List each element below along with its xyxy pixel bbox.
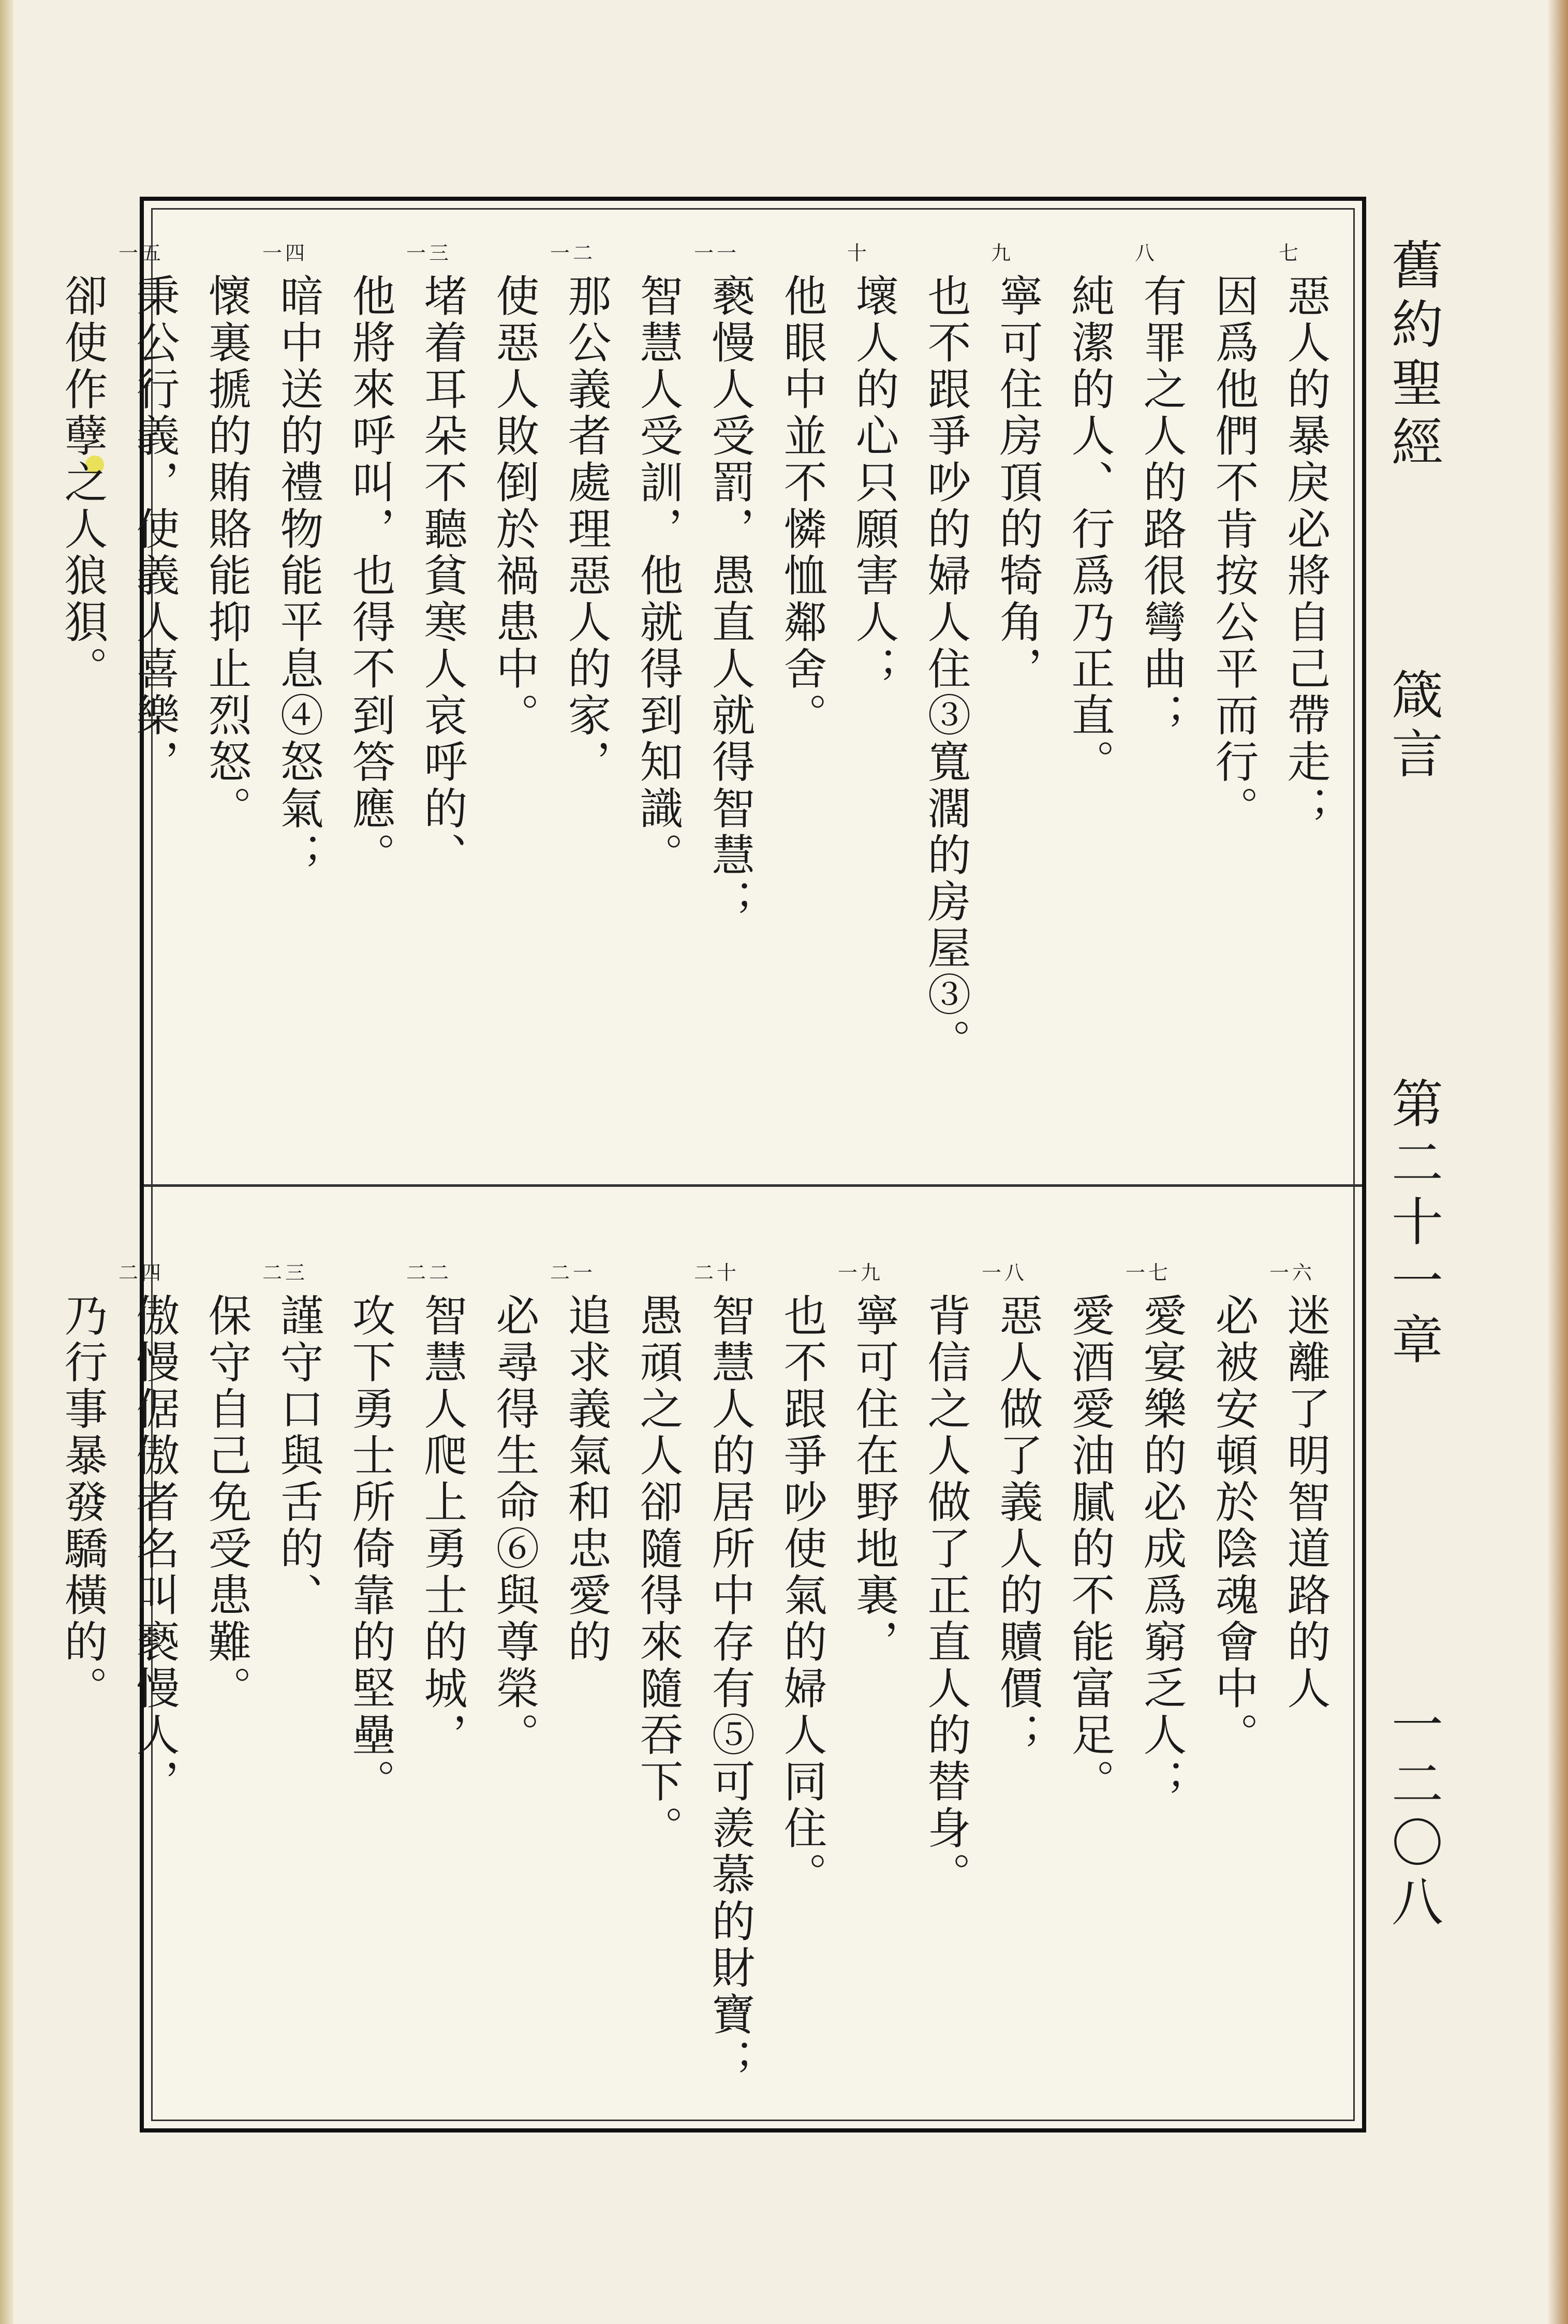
- verse-line: [766, 273, 838, 1174]
- verse-line: [1126, 1261, 1197, 2111]
- verse-number: 二三: [262, 1261, 308, 1284]
- verse-text: 惡人做了義人的贖價；: [993, 1293, 1043, 1759]
- verse-line: [694, 1261, 766, 2111]
- verse-text: 謹守口與舌的、: [273, 1293, 324, 1619]
- verse-line: [550, 1261, 622, 2111]
- page-number: 一二〇八: [1383, 1698, 1443, 1934]
- verse-text: 智慧人的居所中存有⑤可羨慕的財寶；: [705, 1293, 756, 2085]
- verse-number: 二十: [694, 1261, 740, 1284]
- verse-line: [982, 242, 1054, 1174]
- verse-number: 一八: [982, 1261, 1028, 1284]
- page-left-edge: [0, 0, 13, 2324]
- verse-line: [1269, 242, 1341, 1174]
- verse-line: [334, 1293, 406, 2111]
- verse-text: 必被安頓於陰魂會中。: [1208, 1293, 1259, 1759]
- verse-text: 愛宴樂的必成爲窮乏人；: [1136, 1293, 1187, 1805]
- verse-line: [1269, 1261, 1341, 2111]
- verse-text: 純潔的人、行爲乃正直。: [1064, 273, 1115, 786]
- bottom-section: [57, 1261, 1341, 2111]
- verse-text: 傲慢倨傲者名叫褻慢人，: [129, 1293, 180, 1805]
- verse-number: 一三: [406, 242, 452, 264]
- section-divider: [144, 1184, 1362, 1187]
- verse-text: 壞人的心只願害人；: [849, 273, 899, 693]
- verse-text: 有罪之人的路很彎曲；: [1136, 273, 1187, 739]
- page-right-edge: [1547, 0, 1568, 2324]
- verse-line: [119, 242, 190, 1174]
- verse-line: [694, 242, 766, 1174]
- verse-text: 褻慢人受罰，愚直人就得智慧；: [705, 273, 756, 925]
- verse-line: [47, 1293, 119, 2111]
- verse-number: 一九: [838, 1261, 884, 1284]
- verse-line: [334, 273, 406, 1174]
- verse-text: 攻下勇士所倚靠的堅壘。: [345, 1293, 396, 1805]
- verse-text: 必尋得生命⑥與尊榮。: [489, 1293, 540, 1759]
- verse-number: 二二: [406, 1261, 452, 1284]
- verse-line: [190, 273, 262, 1174]
- verse-line: [47, 273, 119, 1174]
- verse-line: [766, 1293, 838, 2111]
- verse-text: 保守自己免受患難。: [201, 1293, 252, 1712]
- verse-text: 寧可住房頂的犄角，: [993, 273, 1043, 693]
- verse-number: 十: [847, 242, 870, 264]
- verse-line: [190, 1293, 262, 2111]
- verse-text: 寧可住在野地裏，: [849, 1293, 899, 1666]
- verse-text: 背信之人做了正直人的替身。: [921, 1293, 971, 1899]
- verse-number: 一一: [694, 242, 740, 264]
- verse-text: 他眼中並不憐恤鄰舍。: [777, 273, 827, 739]
- verse-number: 九: [990, 242, 1014, 264]
- verse-number: 一六: [1269, 1261, 1315, 1284]
- verse-line: [1054, 1293, 1126, 2111]
- verse-line: [982, 1261, 1054, 2111]
- verse-line: [478, 1293, 550, 2111]
- verse-line: [119, 1261, 190, 2111]
- verse-text: 那公義者處理惡人的家，: [561, 273, 612, 786]
- verse-line: [478, 273, 550, 1174]
- verse-text: 惡人的暴戾必將自己帶走；: [1280, 273, 1331, 832]
- verse-text: 使惡人敗倒於禍患中。: [489, 273, 540, 739]
- verse-line: [406, 242, 478, 1174]
- verse-number: 七: [1278, 242, 1301, 264]
- verse-text: 愚頑之人卻隨得來隨吞下。: [633, 1293, 684, 1852]
- verse-text: 智慧人受訓，他就得到知識。: [633, 273, 684, 879]
- verse-number: 二一: [550, 1261, 596, 1284]
- verse-line: [550, 242, 622, 1174]
- verse-text: 智慧人爬上勇士的城，: [417, 1293, 468, 1759]
- verse-text: 追求義氣和忠愛的: [561, 1293, 612, 1666]
- verse-text: 迷離了明智道路的人: [1280, 1293, 1331, 1712]
- verse-text: 也不跟爭吵使氣的婦人同住。: [777, 1293, 827, 1899]
- verse-number: 一七: [1126, 1261, 1172, 1284]
- verse-text: 懷裏搋的賄賂能抑止烈怒。: [201, 273, 252, 832]
- verse-line: [262, 242, 334, 1174]
- verse-line: [1197, 1293, 1269, 2111]
- verse-text: 也不跟爭吵的婦人住③寬濶的房屋③。: [921, 273, 971, 1065]
- verse-line: [910, 1293, 982, 2111]
- verse-text: 愛酒愛油膩的不能富足。: [1064, 1293, 1115, 1805]
- verse-text: 因爲他們不肯按公平而行。: [1208, 273, 1259, 832]
- verse-line: [1054, 273, 1126, 1174]
- book-part: 箴言: [1383, 668, 1443, 786]
- verse-line: [1126, 242, 1197, 1174]
- verse-number: 二四: [119, 1261, 165, 1284]
- verse-number: 一二: [550, 242, 596, 264]
- verse-line: [262, 1261, 334, 2111]
- verse-number: 八: [1134, 242, 1158, 264]
- verse-number: 一四: [262, 242, 308, 264]
- verse-line: [622, 273, 694, 1174]
- verse-line: [838, 242, 910, 1174]
- verse-text: 乃行事暴發驕橫的。: [57, 1293, 108, 1712]
- verse-text: 堵着耳朵不聽貧寒人哀呼的、: [417, 273, 468, 879]
- verse-text: 他將來呼叫，也得不到答應。: [345, 273, 396, 879]
- text-frame: [57, 197, 1366, 2132]
- top-section: [57, 242, 1341, 1174]
- verse-text: 卻使作孽之人狼狽。: [57, 273, 108, 693]
- verse-number: 一五: [119, 242, 165, 264]
- verse-line: [406, 1261, 478, 2111]
- verse-line: [910, 273, 982, 1174]
- verse-text: 秉公行義，使義人喜樂，: [129, 273, 180, 786]
- verse-line: [622, 1293, 694, 2111]
- verse-text: 暗中送的禮物能平息④怒氣；: [273, 273, 324, 879]
- book-title: 舊約聖經: [1383, 238, 1443, 474]
- chapter-heading: 第二十一章: [1383, 1077, 1443, 1372]
- verse-line: [1197, 273, 1269, 1174]
- verse-line: [838, 1261, 910, 2111]
